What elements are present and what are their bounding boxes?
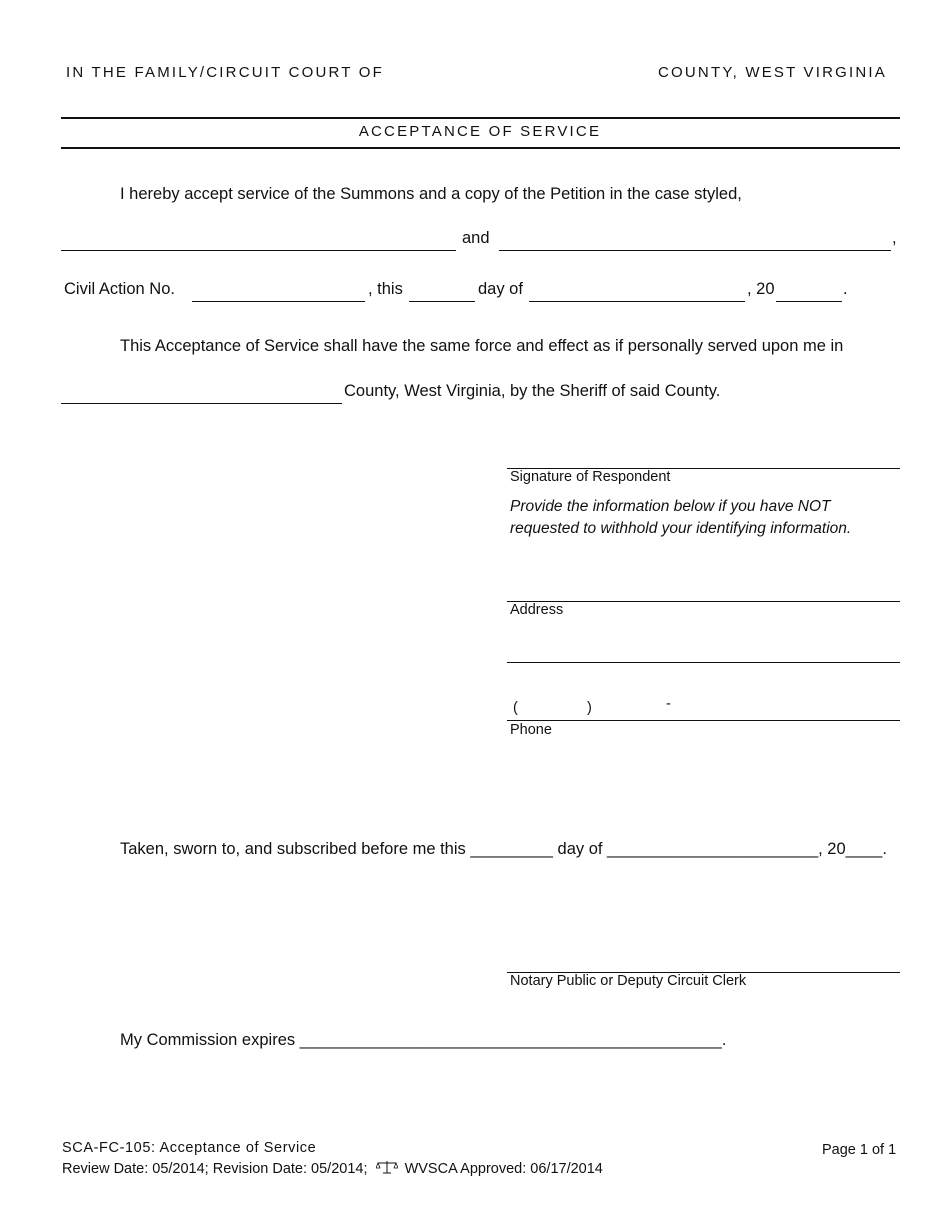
phone-line: [507, 720, 900, 721]
phone-area-code-input[interactable]: [522, 700, 584, 720]
court-label: IN THE FAMILY/CIRCUIT COURT OF: [66, 64, 384, 81]
sworn-statement: Taken, sworn to, and subscribed before me this _________ day of _______________________, 20____.: [120, 840, 887, 858]
title-bottom-rule: [61, 147, 900, 149]
commission-expires: My Commission expires ______________________________________________.: [120, 1031, 727, 1049]
page-number: Page 1 of 1: [822, 1142, 897, 1158]
form-id: SCA-FC-105: Acceptance of Service: [62, 1140, 317, 1156]
this-text: , this: [368, 280, 403, 298]
form-title: ACCEPTANCE OF SERVICE: [358, 123, 602, 140]
phone-dash: -: [666, 696, 671, 712]
address-line2-input[interactable]: [507, 643, 900, 663]
phone-close-paren: ): [587, 700, 592, 716]
info-note-line2: requested to withhold your identifying information.: [510, 520, 852, 537]
respondent-name-input[interactable]: [499, 231, 891, 251]
footer-dates: [62, 1160, 603, 1179]
title-top-rule: [61, 117, 900, 119]
court-county-input[interactable]: [404, 62, 644, 82]
approved-date: WVSCA Approved: 06/17/2014: [404, 1161, 603, 1177]
info-note-line1: Provide the information below if you have NOT: [510, 498, 831, 515]
civil-action-number-input[interactable]: [192, 282, 365, 302]
civil-action-label: Civil Action No.: [64, 280, 175, 298]
phone-prefix-input[interactable]: [598, 700, 664, 720]
month-input[interactable]: [529, 282, 745, 302]
phone-open-paren: (: [513, 700, 518, 716]
county-state-label: COUNTY, WEST VIRGINIA: [658, 64, 888, 81]
day-of-text: day of: [478, 280, 523, 298]
county-text: County, West Virginia, by the Sheriff of said County.: [344, 382, 721, 400]
intro-text: I hereby accept service of the Summons and a copy of the Petition in the case styled,: [120, 185, 742, 203]
and-text: and: [462, 229, 490, 247]
phone-label: Phone: [510, 722, 552, 738]
petitioner-name-input[interactable]: [61, 231, 456, 251]
county-input[interactable]: [61, 384, 342, 404]
scales-of-justice-icon: [376, 1160, 398, 1179]
comma-text: ,: [892, 229, 897, 247]
respondent-signature-input[interactable]: [507, 449, 900, 469]
year-prefix-text: , 20: [747, 280, 775, 298]
period-text: .: [843, 280, 848, 298]
notary-signature-input[interactable]: [507, 953, 900, 973]
address-line1-input[interactable]: [507, 582, 900, 602]
signature-label: Signature of Respondent: [510, 469, 671, 485]
review-dates: Review Date: 05/2014; Revision Date: 05/2014;: [62, 1161, 368, 1177]
notary-label: Notary Public or Deputy Circuit Clerk: [510, 973, 747, 989]
year-input[interactable]: [776, 282, 842, 302]
day-input[interactable]: [409, 282, 475, 302]
force-effect-text: This Acceptance of Service shall have the same force and effect as if personally served upon me in: [120, 337, 844, 355]
phone-line-number-input[interactable]: [676, 700, 796, 720]
address-label: Address: [510, 602, 564, 618]
